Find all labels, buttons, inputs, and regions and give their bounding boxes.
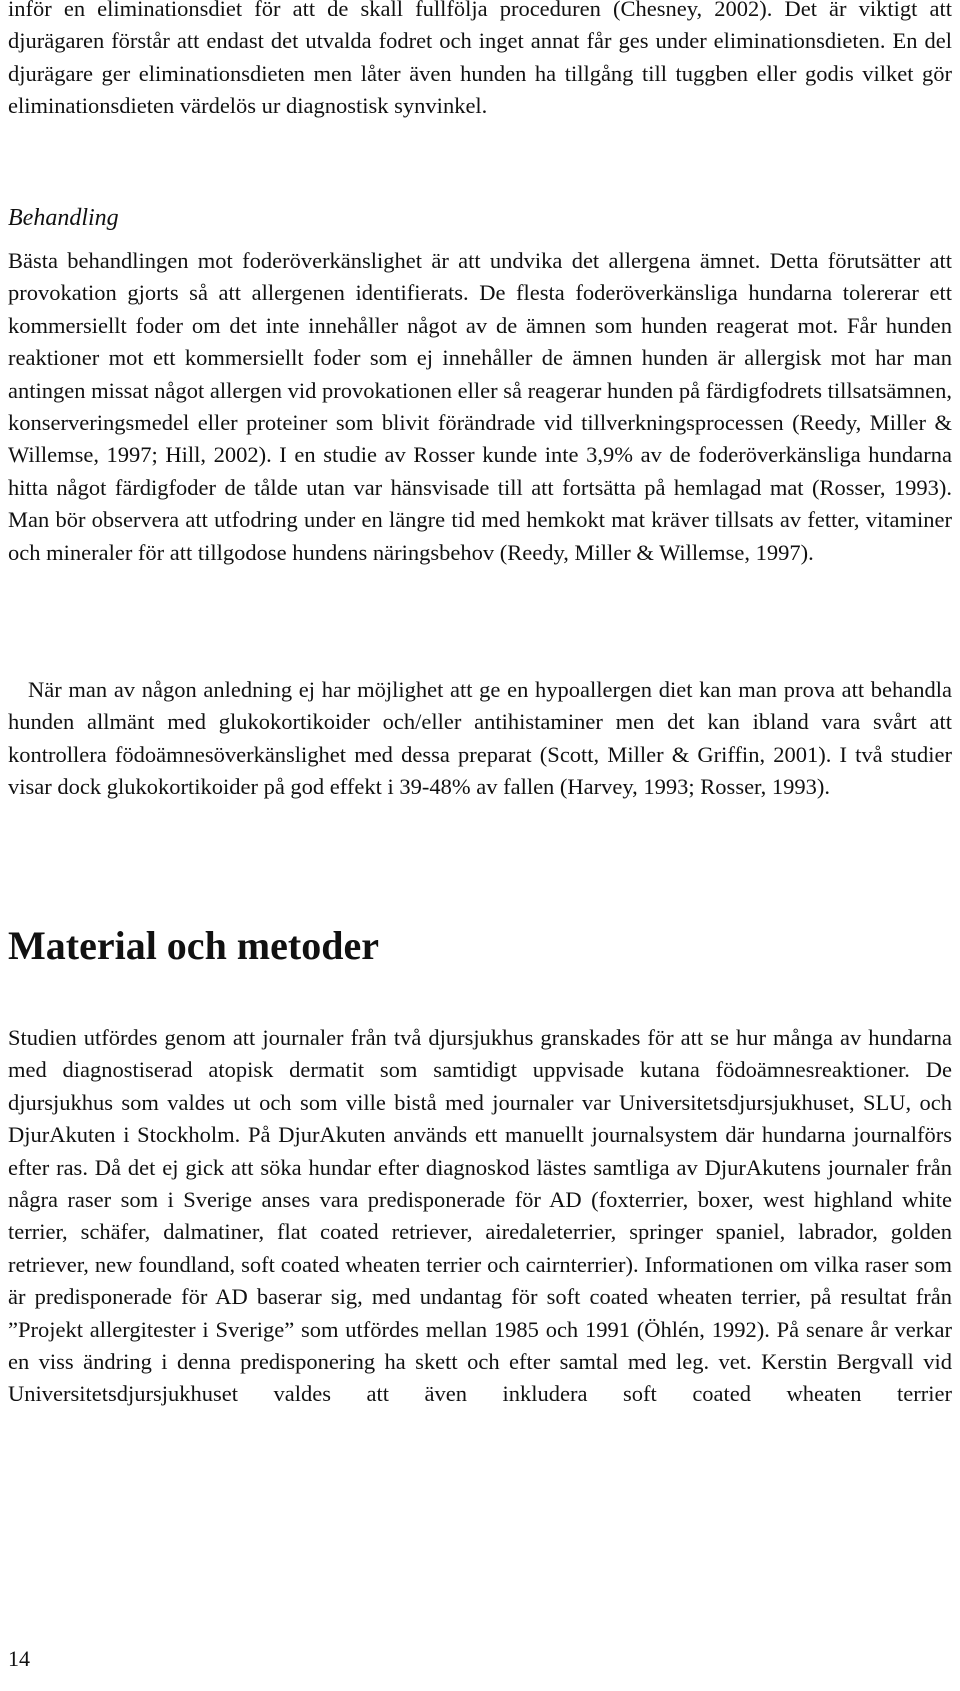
paragraph-study-method: Studien utfördes genom att journaler från två djursjukhus granskades för att se hur många av hundarna med diagnostiserad atopisk dermatit som samtidigt uppvisade kutana födoämnesreaktioner. De djursjukhus som valdes ut och som ville bistå med journaler var Universitetsdjursjukhuset, SLU, och DjurAkuten i Stockholm. På DjurAkuten används ett manuellt journalsystem där hundarna journalförs efter ras. Då det ej gick att söka hundar efter diagnoskod lästes samtliga av DjurAkutens journaler från några raser som i Sverige anses vara predisponerade för AD (foxterrier, boxer, west highland white terrier, schäfer, dalmatiner, flat coated retriever, airedaleterrier, springer spaniel, labrador, golden retriever, new foundland, soft coated wheaten terrier och cairnterrier). Informationen om vilka raser som är predisponerade för AD baserar sig, med undantag för soft coated wheaten terrier, på resultat från ”Projekt allergitester i Sverige” som utfördes mellan 1985 och 1991 (Öhlén, 1992). På senare år verkar en viss ändring i denna predisponering ha skett och efter samtal med leg. vet. Kerstin Bergvall vid Universitetsdjursjukhuset valdes att även inkludera soft coated wheaten terrier xyxy=(8,1025,952,1407)
page-number: 14 xyxy=(8,1646,30,1671)
paragraph-glucocorticoids: När man av någon anledning ej har möjlighet att ge en hypoallergen diet kan man prova att behandla hunden allmänt med glukokortikoider och/eller antihistaminer men det kan ibland vara svårt att kontrollera födoämnesöverkänslighet med dessa preparat (Scott, Miller & Griffin, 2001). I två studier visar dock glukokortikoider på god effekt i 39-48% av fallen (Harvey, 1993; Rosser, 1993). xyxy=(8,677,952,800)
heading-material-och-metoder: Material och metoder xyxy=(8,923,379,968)
paragraph-elimination-diet: inför en eliminationsdiet för att de skall fullfölja proceduren (Chesney, 2002). Det är viktigt att djurägaren förstår att endast det utvalda fodret och inget annat får ges under eliminationsdieten. En del djurägare ger eliminationsdieten men låter även hunden ha tillgång till tuggben eller godis vilket gör eliminationsdieten värdelös ur diagnostisk synvinkel. xyxy=(8,0,952,119)
paragraph-treatment: Bästa behandlingen mot foderöverkänslighet är att undvika det allergena ämnet. Detta förutsätter att provokation gjorts så att allergenen identifierats. De flesta foderöverkänsliga hundarna tolererar ett kommersiellt foder om det inte innehåller något av de ämnen som hunden reagerat mot. Får hunden reaktioner mot ett kommersiellt foder som ej innehåller de ämnen hunden är allergisk mot har man antingen missat något allergen vid provokationen eller så reagerar hunden på färdigfodrets tillsatsämnen, konserveringsmedel eller proteiner som blivit förändrade vid tillverkningsprocessen (Reedy, Miller & Willemse, 1997; Hill, 2002). I en studie av Rosser kunde inte 3,9% av de foderöverkänsliga hundarna hitta något färdigfoder de tålde utan var hänsvisade till att fortsätta på hemlagad mat (Rosser, 1993). Man bör observera att utfodring under en längre tid med hemkokt mat kräver tillsats av fetter, vitaminer och mineraler för att tillgodose hundens näringsbehov (Reedy, Miller & Willemse, 1997). xyxy=(8,248,952,565)
heading-behandling: Behandling xyxy=(8,205,119,231)
